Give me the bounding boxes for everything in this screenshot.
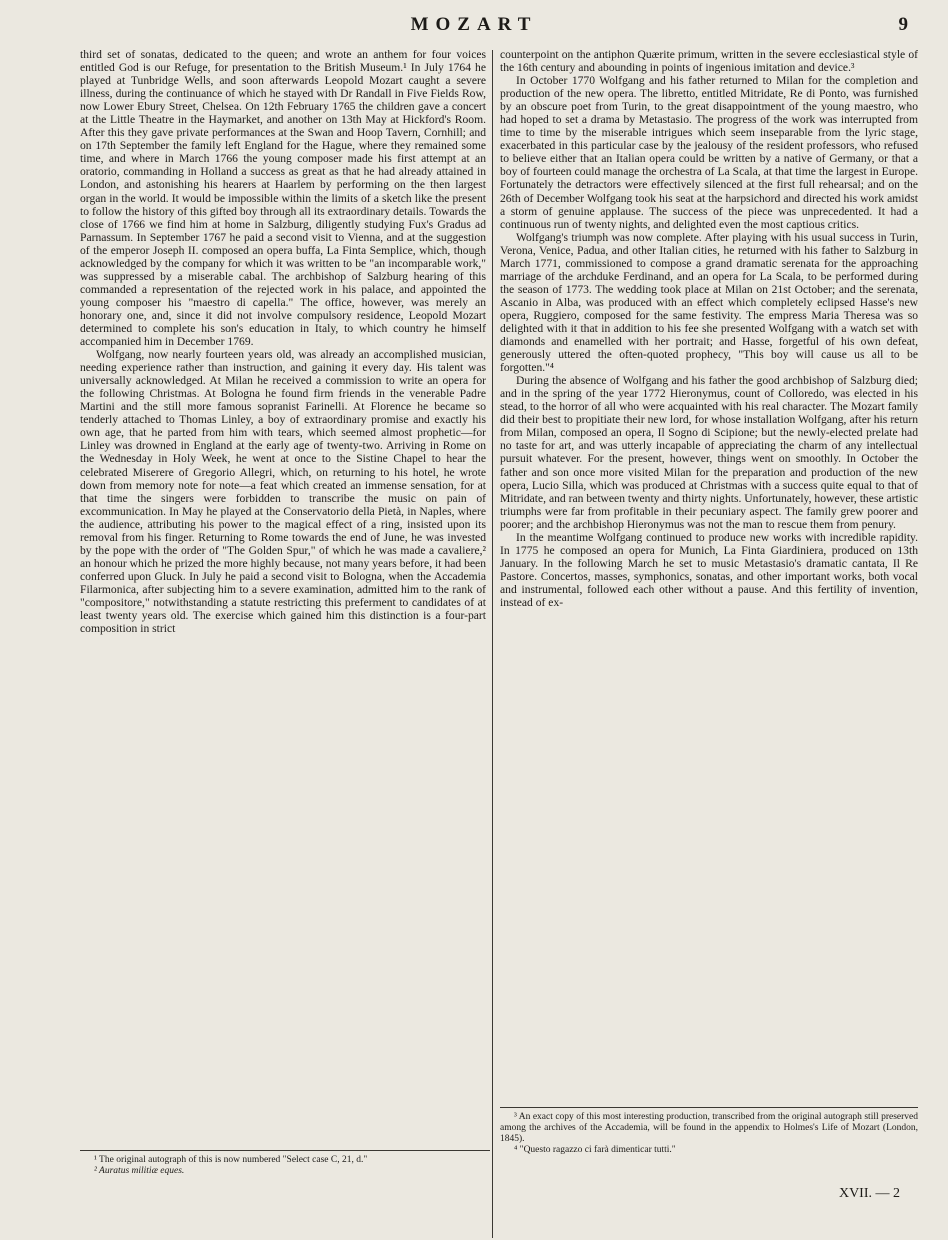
paragraph: third set of sonatas, dedicated to the queen; and wrote an anthem for four voices entitled God is our Refuge, for presentation to the British Museum.¹ In July 1764 he played at Tunbridge Wells, and soon afterwards Leopold Mozart caught a severe illness, during the continuance of which he stayed with Dr Randall in Five Fields Row, now Lower Ebury Street, Chelsea. On 12th February 1765 the children gave a concert at the Little Theatre in the Haymarket, and another on 13th May at Hickford's Room. After this they gave private performances at the Swan and Hoop Tavern, Cornhill; and on 17th September the family left England for the Hague, where they remained some time, and where in March 1766 the young composer made his first attempt at an oratorio, commanding in Holland a success as great as that he had already attained in London, and astonishing his hearers at Haarlem by performing on the then largest organ in the world. It would be impossible within the limits of a sketch like the present to follow the history of this gifted boy through all its extraordinary details. Towards the close of 1766 we find him at home in Salzburg, diligently studying Fux's Gradus ad Parnassum. In September 1767 he paid a second visit to Vienna, and at the suggestion of the emperor Joseph II. composed an opera buffa, La Finta Semplice, which, though acknowledged by the company for which it was written to be "an incomparable work," was suppressed by a miserable cabal. The archbishop of Salzburg hearing of this commanded a representation of the rejected work in his palace, and appointed the young composer his "maestro di capella." The office, however, was merely an honorary one, and, since it did not involve compulsory residence, Leopold Mozart determined to complete his son's education in Italy, to which country he himself accompanied him in December 1769. bbox=[80, 48, 486, 349]
paragraph: During the absence of Wolfgang and his father the good archbishop of Salzburg died; and in the spring of the year 1772 Hieronymus, count of Colloredo, was elected in his stead, to the horror of all who were acquainted with his real character. The Mozart family did their best to propitiate their new lord, for whose installation Wolfgang, after his return from Milan, composed an opera, Il Sogno di Scipione; but the newly-elected prelate had no taste for art, and was utterly incapable of appreciating the charm of any intellectual pursuit whatever. For the present, however, things went on smoothly. In October the father and son once more visited Milan for the preparation and production of the new opera, Lucio Silla, which was produced at Christmas with a success quite equal to that of Mitridate, and ran between twenty and thirty nights. Unfortunately, however, these artistic triumphs were far from profitable in their pecuniary aspect. The family grew poorer and poorer; and the archbishop Hieronymus was not the man to rescue them from penury. bbox=[500, 374, 918, 531]
footnote: ³ An exact copy of this most interesting production, transcribed from the original autograph still preserved among the archives of the Accademia, will be found in the appendix to Holmes's Life of Mozart (London, 1845). bbox=[500, 1112, 918, 1144]
right-column bbox=[500, 48, 918, 609]
paragraph: Wolfgang, now nearly fourteen years old, was already an accomplished musician, needing experience rather than instruction, and gaining it every day. His talent was universally acknowledged. At Milan he received a commission to write an opera for the following Christmas. At Bologna he found firm friends in the venerable Padre Martini and the still more famous sopranist Farinelli. At Florence he became so tenderly attached to Thomas Linley, a boy of extraordinary promise and exactly his own age, that he parted from him with tears, which seemed almost prophetic—for Linley was drowned in England at the early age of twenty-two. Arriving in Rome on the Wednesday in Holy Week, he went at once to the Sistine Chapel to hear the celebrated Miserere of Gregorio Allegri, which, on returning to his hotel, he wrote down from memory note for note—a feat which created an immense sensation, for at that time the singers were forbidden to transcribe the music on pain of excommunication. In May he played at the Conservatorio della Pietà, in Naples, where the audience, attributing his power to the magical effect of a ring, insisted upon its removal from his finger. Returning to Rome towards the end of June, he was invested by the pope with the order of "The Golden Spur," of which he was made a cavaliere,² an honour which he prized the more highly because, not many years before, it had been conferred upon Gluck. In July he paid a second visit to Bologna, when the Accademia Filarmonica, after subjecting him to a severe examination, admitted him to the rank of "compositore," notwithstanding a statute restricting this preferment to candidates of at least twenty years old. The exercise which gained him this distinction is a four-part composition in strict bbox=[80, 348, 486, 636]
left-column bbox=[80, 48, 486, 635]
footnote-rule bbox=[80, 1150, 490, 1151]
footnote: ² Auratus militiæ eques. bbox=[94, 1166, 185, 1176]
column-divider bbox=[492, 50, 493, 1238]
footnote-rule bbox=[500, 1107, 918, 1108]
paragraph: Wolfgang's triumph was now complete. After playing with his usual success in Turin, Verona, Venice, Padua, and other Italian cities, he returned with his father to Salzburg in March 1771, commissioned to compose a grand dramatic serenata for the approaching marriage of the archduke Ferdinand, and an opera for La Scala, to be performed during the season of 1773. The wedding took place at Milan on 21st October; and the serenata, Ascanio in Alba, was produced with an effect which completely eclipsed Hasse's new opera, Ruggiero, composed for the same festivity. The empress Maria Theresa was so delighted with it that in addition to his fee she presented Wolfgang with a watch set with diamonds and enamelled with her portrait; and Hasse, forgetful of his own defeat, generously uttered the often-quoted prophecy, "This boy will cause us all to be forgotten."⁴ bbox=[500, 230, 918, 375]
running-title: MOZART bbox=[410, 14, 538, 35]
page-header bbox=[0, 14, 948, 42]
paragraph: counterpoint on the antiphon Quærite primum, written in the severe ecclesiastical style of the 16th century and abounding in points of ingenious imitation and device.³ bbox=[500, 48, 918, 75]
footnote: ⁴ "Questo ragazzo ci farà dimenticar tutti." bbox=[514, 1145, 676, 1155]
paragraph: In October 1770 Wolfgang and his father returned to Milan for the completion and production of the new opera. The libretto, entitled Mitridate, Re di Ponto, was furnished by an obscure poet from Turin, to the great disappointment of the young maestro, who had hoped to set a drama by Metastasio. The progress of the work was interrupted from time to time by the miserable intrigues which seem inseparable from the lyric stage, exacerbated in this particular case by the jealousy of the resident professors, who refused to believe either that an Italian opera could be written by a native of Germany, or that a boy of fourteen could manage the orchestra of La Scala, at that time the largest in Europe. Fortunately the detractors were effectively silenced at the first full rehearsal; and on the 26th of December Wolfgang took his seat at the harpsichord and directed his work amidst a storm of genuine applause. The success of the piece was unprecedented. It had a continuous run of twenty nights, and delighted even the most captious critics. bbox=[500, 74, 918, 231]
footnotes-right bbox=[500, 1107, 918, 1156]
signature-mark: XVII. — 2 bbox=[838, 1186, 900, 1201]
footnote: ¹ The original autograph of this is now numbered "Select case C, 21, d." bbox=[94, 1155, 368, 1165]
paragraph: In the meantime Wolfgang continued to produce new works with incredible rapidity. In 1775 he composed an opera for Munich, La Finta Giardiniera, produced on 13th January. In the following March he set to music Metastasio's dramatic cantata, Il Re Pastore. Concertos, masses, symphonics, sonatas, and other important works, both vocal and instrumental, followed each other without a pause. And this fertility of invention, instead of ex- bbox=[500, 530, 918, 609]
page-number: 9 bbox=[898, 14, 908, 35]
footnotes-left bbox=[80, 1150, 490, 1177]
